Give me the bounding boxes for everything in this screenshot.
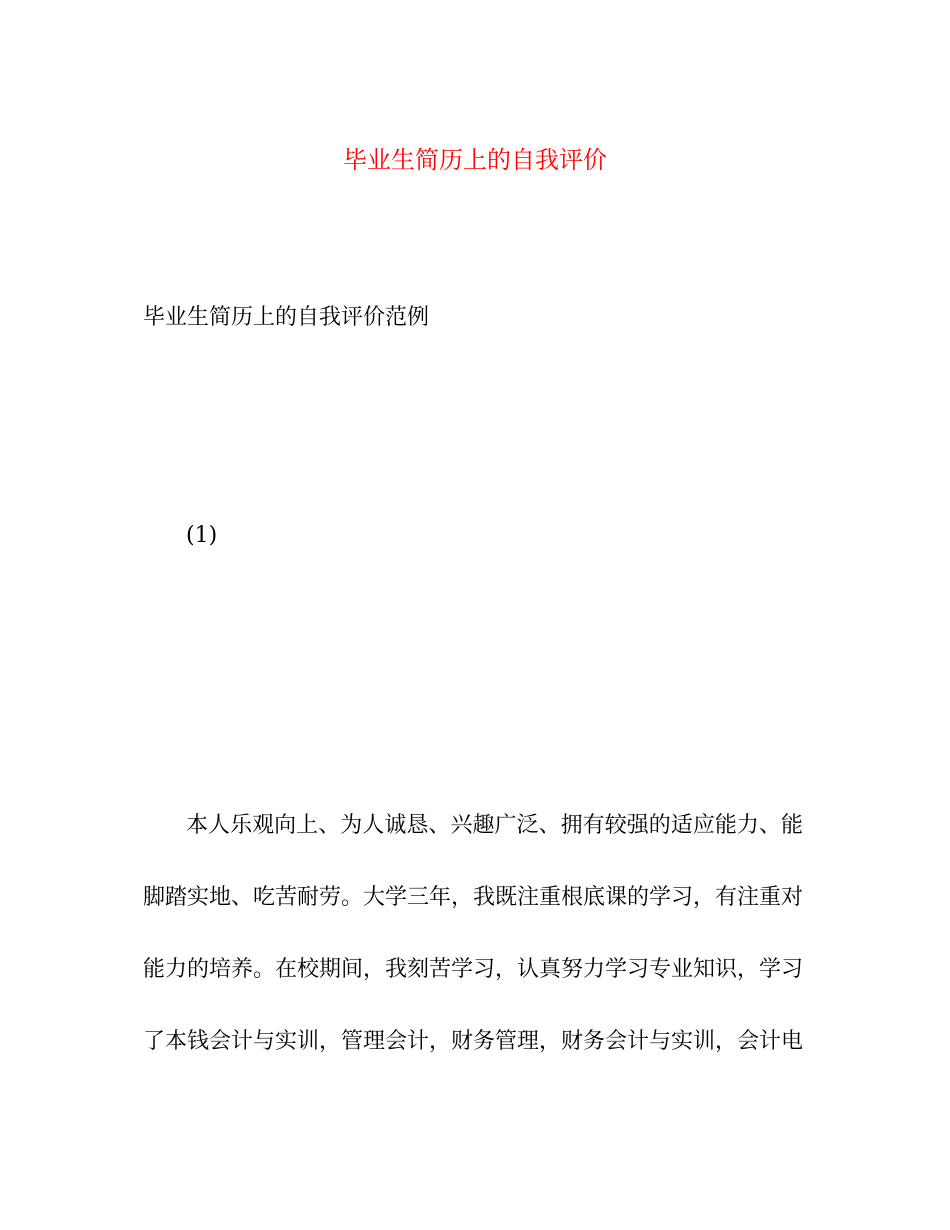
section-number: (1) xyxy=(186,523,218,548)
body-paragraph xyxy=(143,808,803,1096)
body-line: 能力的培养。在校期间，我刻苦学习，认真努力学习专业知识，学习 xyxy=(143,957,804,982)
body-line: 了本钱会计与实训，管理会计，财务管理，财务会计与实训，会计电 xyxy=(143,1029,804,1054)
document-subtitle: 毕业生简历上的自我评价范例 xyxy=(143,305,430,330)
body-line: 脚踏实地、吃苦耐劳。大学三年，我既注重根底课的学习，有注重对 xyxy=(143,885,804,910)
document-title: 毕业生简历上的自我评价 xyxy=(343,146,607,174)
body-line: 本人乐观向上、为人诚恳、兴趣广泛、拥有较强的适应能力、能 xyxy=(186,813,803,838)
